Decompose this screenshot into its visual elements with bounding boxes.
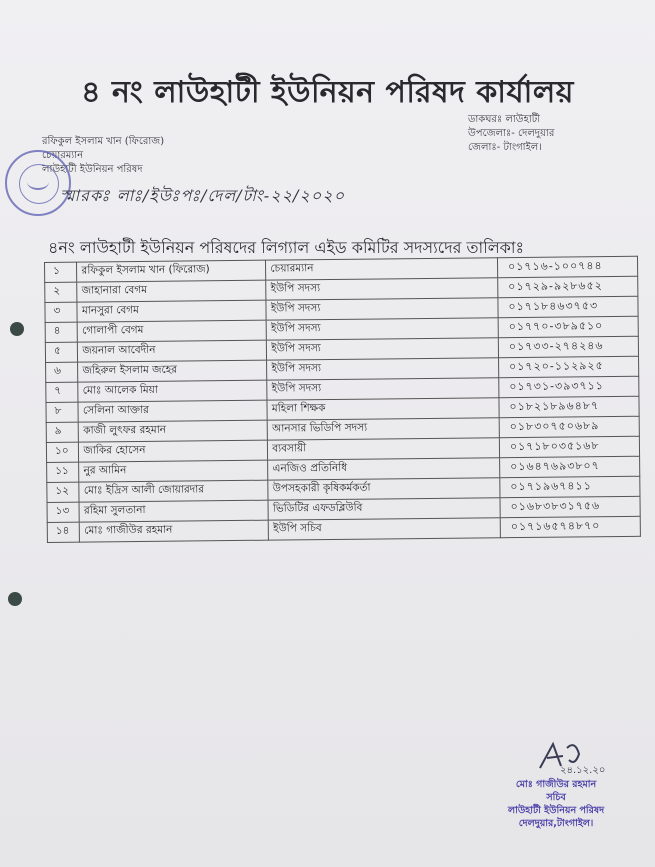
serial-cell: ৩ [45, 302, 78, 322]
name-cell: মোঃ ইদ্রিস আলী জোয়ারদার [79, 480, 268, 502]
address-district: জেলাঃ- টাংগাইল। [468, 142, 542, 153]
phone-cell: ০১৭২৯-৯২৮৬৫২ [498, 276, 638, 297]
serial-cell: ৮ [46, 402, 79, 422]
punch-hole [10, 322, 24, 336]
name-cell: জাহানারা বেগম [77, 280, 266, 302]
designation-cell: আনসার ভিডিপি সদস্য [267, 418, 499, 440]
serial-cell: ১১ [47, 462, 80, 482]
designation-cell: ইউপি সদস্য [267, 338, 499, 360]
name-cell: রফিকুল ইসলাম খান (ফিরোজ) [77, 260, 266, 282]
address-upazila: উপজেলাঃ- দেলদুয়ার [468, 128, 555, 139]
secretary-address: দেলদুয়ার,টাংগাইল। [518, 818, 594, 829]
name-cell: মোঃ গাজীউর রহমান [80, 520, 269, 542]
name-cell: জাকির হোসেন [79, 440, 268, 462]
phone-cell: ০১৮২১৮৯৬৪৮৭ [499, 396, 639, 417]
memo-number: স্মারকঃ লাঃ/ইউঃপঃ/দেল/টাং-২২/২০২০ [60, 186, 346, 205]
phone-cell: ০১৬৪৭৬৯৩৮০৭ [500, 456, 640, 477]
name-cell: নুর আমিন [79, 460, 268, 482]
phone-cell: ০১৭১৬-১০০৭৪৪ [497, 256, 637, 277]
designation-cell: ভিডিটির এফডব্লিউবি [268, 498, 500, 520]
designation-cell: এনজিও প্রতিনিধি [268, 458, 500, 480]
phone-cell: ০১৭৩১-৩৯৩৭১১ [499, 376, 639, 397]
name-cell: মানসুরা বেগম [77, 300, 266, 322]
designation-cell: ইউপি সদস্য [266, 318, 498, 340]
designation-cell: ইউপি সদস্য [267, 378, 499, 400]
address-post: ডাকঘরঃ লাউহাটী [468, 114, 541, 125]
phone-cell: ০১৭১৮০৩৫১৬৮ [499, 436, 639, 457]
phone-cell: ০১৭৩৩-২৭৪২৪৬ [498, 336, 638, 357]
serial-cell: ১৪ [47, 522, 80, 542]
designation-cell: ইউপি সচিব [269, 518, 501, 540]
designation-cell: মহিলা শিক্ষক [267, 398, 499, 420]
serial-cell: ৫ [45, 342, 78, 362]
designation-cell: ইউপি সদস্য [266, 298, 498, 320]
serial-cell: ৭ [46, 382, 79, 402]
designation-cell: ব্যবসায়ী [268, 438, 500, 460]
designation-cell: ইউপি সদস্য [266, 278, 498, 300]
name-cell: কাজী লুৎফর রহমান [79, 420, 268, 442]
serial-cell: ১০ [46, 442, 79, 462]
serial-cell: ৪ [45, 322, 78, 342]
secretary-title: সচিব [546, 792, 566, 803]
name-cell: মোঃ আলেক মিয়া [78, 380, 267, 402]
designation-cell: ইউপি সদস্য [267, 358, 499, 380]
serial-cell: ১ [45, 262, 78, 282]
serial-cell: ৬ [46, 362, 79, 382]
chairman-name: রফিকুল ইসলাম খান (ফিরোজ) [42, 136, 165, 147]
phone-cell: ০১৭২০-১১২৯২৫ [499, 356, 639, 377]
chairman-office: লাউহাটী ইউনিয়ন পরিষদ [42, 164, 143, 175]
phone-cell: ০১৭১৮৪৬৩৭৫৩ [498, 296, 638, 317]
serial-cell: ১২ [47, 482, 80, 502]
phone-cell: ০১৭৭০-৩৮৯৫১০ [498, 316, 638, 337]
serial-cell: ১৩ [47, 502, 80, 522]
secretary-stamp [508, 778, 604, 830]
members-table [44, 256, 641, 543]
phone-cell: ০১৭১৬৫৭৪৮৭০ [500, 516, 640, 537]
secretary-office: লাউহাটী ইউনিয়ন পরিষদ [508, 805, 605, 816]
name-cell: জহিরুল ইসলাম জহের [78, 360, 267, 382]
name-cell: সেলিনা আক্তার [78, 400, 267, 422]
name-cell: গোলাপী বেগম [78, 320, 267, 342]
phone-cell: ০১৭১৯৬৭৪১১ [500, 476, 640, 497]
designation-cell: চেয়ারম্যান [266, 258, 498, 280]
signature-date: ২৪.১২.২০ [560, 765, 606, 776]
office-address [468, 113, 554, 155]
chairman-title: চেয়ারম্যান [42, 150, 84, 161]
name-cell: রহিমা সুলতানা [79, 500, 268, 522]
designation-cell: উপসহকারী কৃষিকর্মকর্তা [268, 478, 500, 500]
phone-cell: ০১৬৮৩৮৩১৭৫৬ [500, 496, 640, 517]
serial-cell: ৯ [46, 422, 79, 442]
list-heading: ৪নং লাউহাটী ইউনিয়ন পরিষদের লিগ্যাল এইড কমিটির সদস্যদের তালিকাঃ [48, 238, 524, 257]
name-cell: জয়নাল আবেদীন [78, 340, 267, 362]
serial-cell: ২ [45, 282, 78, 302]
punch-hole [8, 592, 22, 606]
seal-emblem-icon [27, 174, 49, 190]
office-title: ৪ নং লাউহাটী ইউনিয়ন পরিষদ কার্যালয় [81, 75, 574, 110]
secretary-name: মোঃ গাজীউর রহমান [515, 779, 597, 790]
phone-cell: ০১৮৩০৭৫০৬৮৯ [499, 416, 639, 437]
